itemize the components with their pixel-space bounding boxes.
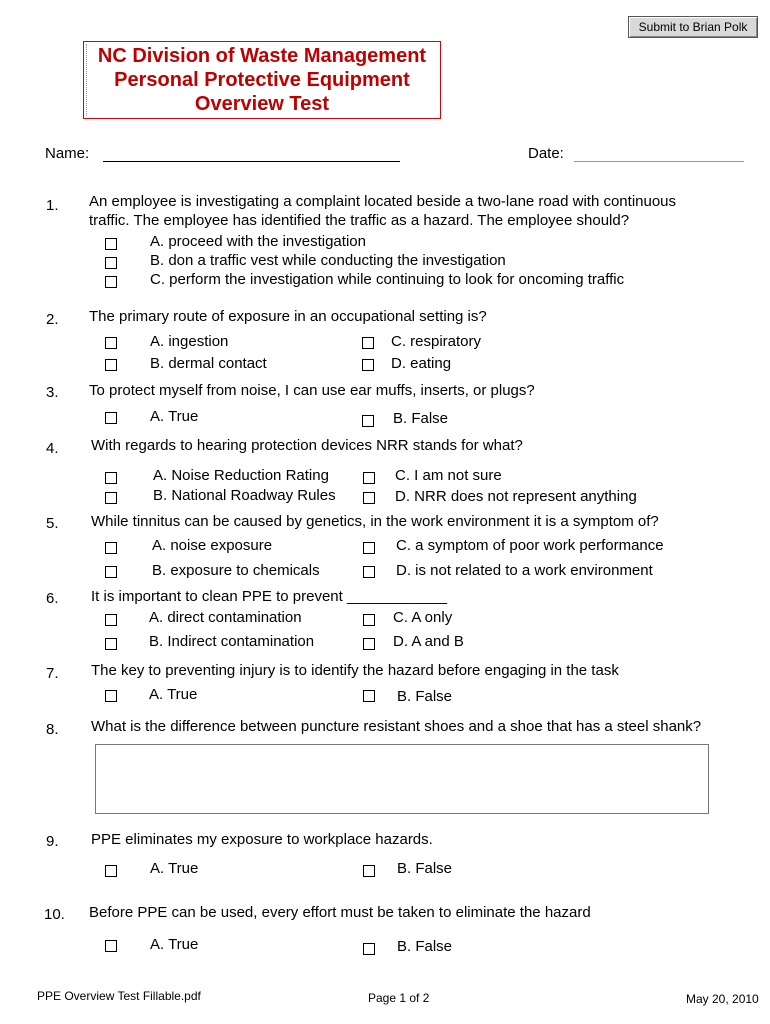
question-3-option-b-label: B. False — [393, 410, 449, 427]
question-6-option-a-label: A. direct contamination — [149, 609, 302, 626]
question-1-option-a-checkbox[interactable] — [105, 238, 117, 250]
question-2-option-b-checkbox[interactable] — [105, 359, 117, 371]
question-5-option-d-label: D. is not related to a work environment — [396, 562, 653, 579]
question-10-option-b-checkbox[interactable] — [363, 943, 375, 955]
question-3-text: To protect myself from noise, I can use ear muffs, inserts, or plugs? — [89, 382, 535, 399]
question-4-option-d-label: D. NRR does not represent anything — [395, 488, 637, 505]
question-8-number: 8. — [46, 721, 59, 738]
question-2-option-b-label: B. dermal contact — [150, 355, 267, 372]
question-9-option-a-checkbox[interactable] — [105, 865, 117, 877]
footer-filename: PPE Overview Test Fillable.pdf — [37, 989, 201, 1003]
question-4-text: With regards to hearing protection devices NRR stands for what? — [91, 437, 523, 454]
question-1-number: 1. — [46, 197, 59, 214]
question-4-option-c-label: C. I am not sure — [395, 467, 502, 484]
question-1-option-b-checkbox[interactable] — [105, 257, 117, 269]
question-2-option-d-checkbox[interactable] — [362, 359, 374, 371]
question-4-option-d-checkbox[interactable] — [363, 492, 375, 504]
name-label: Name: — [45, 145, 90, 162]
question-6-option-c-checkbox[interactable] — [363, 614, 375, 626]
question-2-option-c-checkbox[interactable] — [362, 337, 374, 349]
question-1-option-c-checkbox[interactable] — [105, 276, 117, 288]
question-1-text-line-2: traffic. The employee has identified the traffic as a hazard. The employee should? — [89, 212, 630, 229]
question-5-option-c-label: C. a symptom of poor work performance — [396, 537, 664, 554]
question-6-option-c-label: C. A only — [393, 609, 453, 626]
question-2-option-a-checkbox[interactable] — [105, 337, 117, 349]
date-label: Date: — [528, 145, 564, 162]
footer-date: May 20, 2010 — [686, 992, 759, 1006]
question-7-option-a-label: A. True — [149, 686, 198, 703]
title-line-2: Personal Protective Equipment — [114, 69, 410, 91]
title-line-1: NC Division of Waste Management — [97, 45, 427, 67]
question-8-answer-field[interactable] — [95, 744, 709, 814]
question-5-option-c-checkbox[interactable] — [363, 542, 375, 554]
question-3-option-a-label: A. True — [150, 408, 199, 425]
question-9-option-a-label: A. True — [150, 860, 199, 877]
question-9-option-b-checkbox[interactable] — [363, 865, 375, 877]
question-10-option-b-label: B. False — [397, 938, 453, 955]
question-4-option-a-label: A. Noise Reduction Rating — [153, 467, 329, 484]
question-4-option-b-label: B. National Roadway Rules — [153, 487, 336, 504]
question-5-text: While tinnitus can be caused by genetics, in the work environment it is a symptom of? — [91, 513, 659, 530]
question-2-option-d-label: D. eating — [391, 355, 452, 372]
question-3-number: 3. — [46, 384, 59, 401]
question-5-option-d-checkbox[interactable] — [363, 566, 375, 578]
question-9-option-b-label: B. False — [397, 860, 453, 877]
question-2-option-c-label: C. respiratory — [391, 333, 482, 350]
question-1-option-b-label: B. don a traffic vest while conducting the investigation — [150, 252, 506, 269]
question-5-number: 5. — [46, 515, 59, 532]
question-7-option-a-checkbox[interactable] — [105, 690, 117, 702]
question-5-option-a-checkbox[interactable] — [105, 542, 117, 554]
question-7-text: The key to preventing injury is to identify the hazard before engaging in the task — [91, 662, 619, 679]
question-2-text: The primary route of exposure in an occupational setting is? — [89, 308, 487, 325]
question-5-option-a-label: A. noise exposure — [152, 537, 273, 554]
question-9-text: PPE eliminates my exposure to workplace hazards. — [91, 831, 433, 848]
question-10-text: Before PPE can be used, every effort must be taken to eliminate the hazard — [89, 904, 591, 921]
question-7-number: 7. — [46, 665, 59, 682]
question-6-option-d-checkbox[interactable] — [363, 638, 375, 650]
submit-button[interactable]: Submit to Brian Polk — [628, 16, 758, 38]
question-10-number: 10. — [44, 906, 65, 923]
question-2-number: 2. — [46, 311, 59, 328]
question-3-option-b-checkbox[interactable] — [362, 415, 374, 427]
question-1-option-a-label: A. proceed with the investigation — [150, 233, 366, 250]
question-4-number: 4. — [46, 440, 59, 457]
question-1-text-line-1: An employee is investigating a complaint located beside a two-lane road with continuous — [89, 193, 677, 210]
question-5-option-b-checkbox[interactable] — [105, 566, 117, 578]
question-6-option-d-label: D. A and B — [393, 633, 464, 650]
question-10-option-a-checkbox[interactable] — [105, 940, 117, 952]
question-7-option-b-checkbox[interactable] — [363, 690, 375, 702]
question-6-text: It is important to clean PPE to prevent ____________ — [91, 588, 448, 605]
question-1-option-c-label: C. perform the investigation while continuing to look for oncoming traffic — [150, 271, 625, 288]
question-4-option-a-checkbox[interactable] — [105, 472, 117, 484]
question-8-text: What is the difference between puncture resistant shoes and a shoe that has a steel shank? — [91, 718, 702, 735]
question-6-number: 6. — [46, 590, 59, 607]
question-6-option-a-checkbox[interactable] — [105, 614, 117, 626]
question-6-option-b-label: B. Indirect contamination — [149, 633, 315, 650]
question-7-option-b-label: B. False — [397, 688, 453, 705]
question-3-option-a-checkbox[interactable] — [105, 412, 117, 424]
name-field[interactable] — [103, 161, 400, 162]
question-5-option-b-label: B. exposure to chemicals — [152, 562, 320, 579]
question-9-number: 9. — [46, 833, 59, 850]
title-line-3: Overview Test — [194, 93, 330, 115]
question-4-option-c-checkbox[interactable] — [363, 472, 375, 484]
date-field[interactable] — [574, 161, 744, 162]
question-2-option-a-label: A. ingestion — [150, 333, 229, 350]
footer-page-number: Page 1 of 2 — [368, 991, 430, 1005]
document-title — [83, 41, 441, 119]
question-10-option-a-label: A. True — [150, 936, 199, 953]
question-4-option-b-checkbox[interactable] — [105, 492, 117, 504]
question-6-option-b-checkbox[interactable] — [105, 638, 117, 650]
